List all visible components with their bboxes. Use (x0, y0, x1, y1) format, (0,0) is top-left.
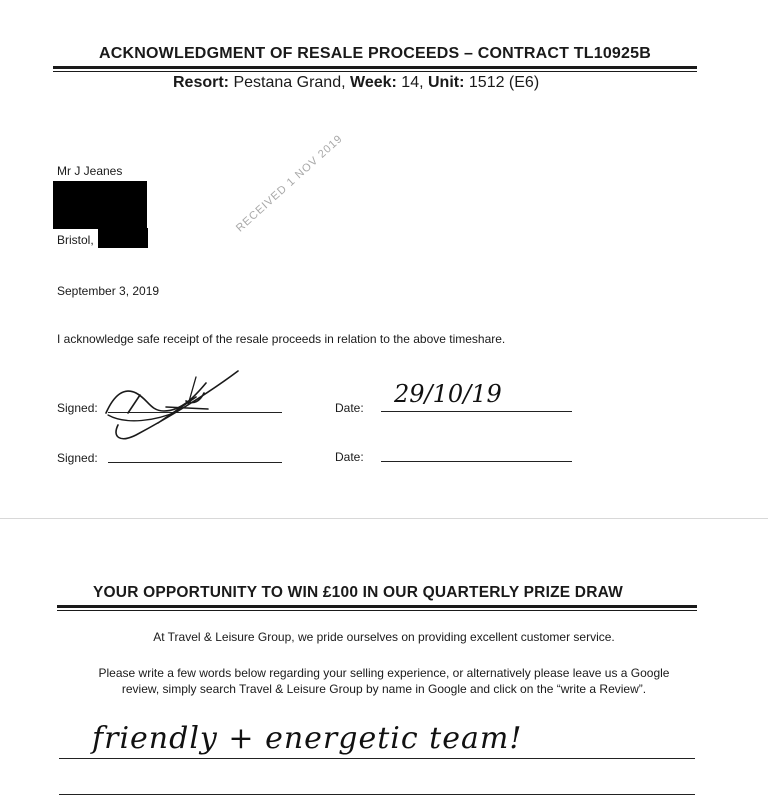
signed-label-2: Signed: (57, 451, 98, 465)
signed-label-1: Signed: (57, 401, 98, 415)
document-title: ACKNOWLEDGMENT OF RESALE PROCEEDS – CONTRACT TL10925B (99, 45, 651, 62)
prize-title: YOUR OPPORTUNITY TO WIN £100 IN OUR QUARTERLY PRIZE DRAW (93, 584, 623, 601)
date-line-2 (381, 461, 572, 462)
recipient-city: Bristol, (57, 233, 94, 247)
resort-line (173, 74, 539, 92)
title-underline-thin (53, 71, 697, 72)
prize-intro: At Travel & Leisure Group, we pride ourselves on providing excellent customer service. (153, 630, 615, 644)
received-stamp: RECEIVED 1 NOV 2019 (233, 132, 346, 235)
handwritten-date: 29/10/19 (394, 380, 502, 408)
prize-instructions-2: review, simply search Travel & Leisure Group by name in Google and click on the “write a Review”. (121, 682, 647, 696)
handwritten-review: friendly + energetic team! (92, 721, 523, 756)
resort-value: Pestana Grand, (233, 74, 346, 91)
date-label-1: Date: (335, 401, 364, 415)
signature-line-2 (108, 462, 282, 463)
resort-label: Resort: (173, 74, 230, 91)
date-line-1 (381, 411, 572, 412)
letter-date: September 3, 2019 (57, 284, 160, 298)
title-underline (53, 66, 697, 69)
page-fold (0, 518, 768, 519)
acknowledgement-text: I acknowledge safe receipt of the resale proceeds in relation to the above timeshare. (57, 332, 506, 346)
prize-underline (57, 605, 697, 608)
signature-scribble (96, 365, 246, 447)
recipient-name: Mr J Jeanes (57, 164, 123, 178)
review-line-2 (59, 794, 695, 795)
week-value: 14, (401, 74, 424, 91)
prize-instructions-1: Please write a few words below regarding your selling experience, or alternatively please leave us a Google (98, 666, 670, 680)
redaction-postcode (98, 228, 148, 248)
prize-underline-thin (57, 610, 697, 611)
unit-label: Unit: (428, 74, 465, 91)
review-line-1 (59, 758, 695, 759)
date-label-2: Date: (335, 450, 364, 464)
unit-value: 1512 (E6) (468, 74, 540, 91)
week-label: Week: (350, 74, 397, 91)
redaction-address (53, 181, 147, 229)
